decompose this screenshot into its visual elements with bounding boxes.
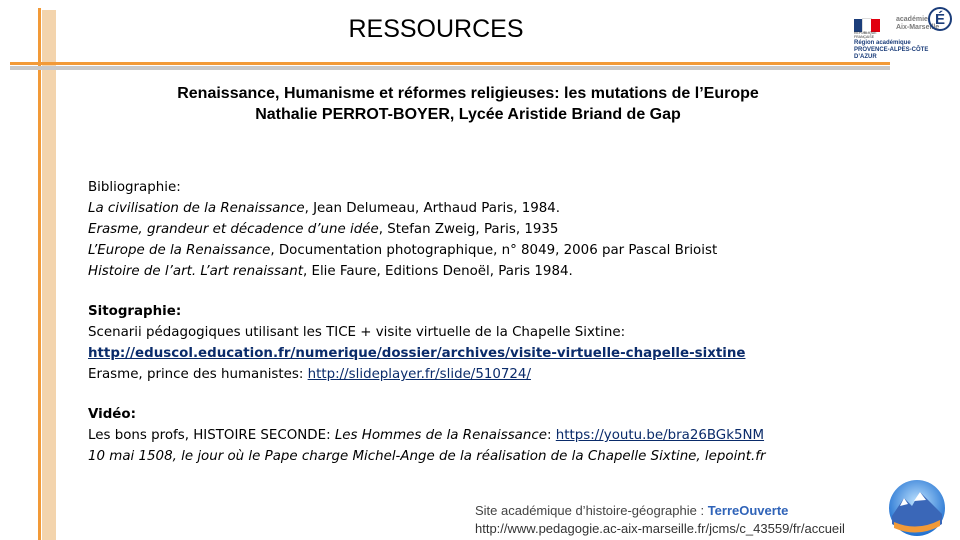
video-label: Vidéo:	[88, 407, 136, 422]
sitography-label: Sitographie:	[88, 304, 182, 319]
frame-horizontal-line	[10, 62, 890, 65]
bibliography-label: Bibliographie:	[88, 180, 181, 195]
frame-horizontal-shadow	[10, 66, 890, 70]
footer-credits	[475, 502, 845, 538]
sitography-line: Erasme, prince des humanistes: http://slideplayer.fr/slide/510724/	[88, 367, 531, 382]
academy-logo	[852, 4, 952, 60]
academie-e-logo-icon: É	[928, 7, 952, 31]
sitography-line: Scenarii pédagogiques utilisant les TICE + visite virtuelle de la Chapelle Sixtine:	[88, 325, 626, 340]
slide-heading	[0, 83, 936, 125]
republique-text: RÉPUBLIQUE FRANÇAISE	[854, 31, 877, 39]
video-line: Les bons profs, HISTOIRE SECONDE: Les Hommes de la Renaissance: https://youtu.be/bra26BGk5NM	[88, 428, 765, 443]
bibliography-item: Histoire de l’art. L’art renaissant, Elie Faure, Editions Denoël, Paris 1984.	[88, 264, 573, 279]
region-text: Région académique PROVENCE-ALPES-CÔTE D’AZUR	[854, 40, 929, 60]
youtube-link[interactable]: https://youtu.be/bra26BGk5NM	[555, 428, 765, 443]
footer-url: http://www.pedagogie.ac-aix-marseille.fr/jcms/c_43559/fr/accueil	[475, 521, 845, 536]
eduscol-link[interactable]: http://eduscol.education.fr/numerique/dossier/archives/visite-virtuelle-chapelle-sixtine	[88, 346, 746, 361]
sitography-link-line	[88, 343, 928, 364]
resources-body	[88, 177, 928, 467]
terreouverte-brand: TerreOuverte	[707, 503, 789, 518]
bibliography-item: L’Europe de la Renaissance, Documentation photographique, n° 8049, 2006 par Pascal Brioist	[88, 243, 718, 258]
marianne-flag-icon	[854, 17, 880, 30]
video-line: 10 mai 1508, le jour où le Pape charge Michel-Ange de la réalisation de la Chapelle Sixtine, lepoint.fr	[88, 449, 766, 464]
heading-line-2: Nathalie PERROT-BOYER, Lycée Aristide Briand de Gap	[255, 106, 681, 123]
heading-line-1: Renaissance, Humanisme et réformes religieuses: les mutations de l’Europe	[177, 85, 759, 102]
academie-text: académie Aix-Marseille	[896, 16, 940, 31]
bibliography-item: La civilisation de la Renaissance, Jean Delumeau, Arthaud Paris, 1984.	[88, 201, 561, 216]
footer-site-line: Site académique d’histoire-géographie : TerreOuverte	[475, 503, 789, 518]
globe-mountain-icon	[884, 474, 950, 540]
slideplayer-link[interactable]: http://slideplayer.fr/slide/510724/	[307, 367, 531, 382]
slide-title: RESSOURCES	[348, 15, 524, 43]
bibliography-item: Erasme, grandeur et décadence d’une idée, Stefan Zweig, Paris, 1935	[88, 222, 559, 237]
